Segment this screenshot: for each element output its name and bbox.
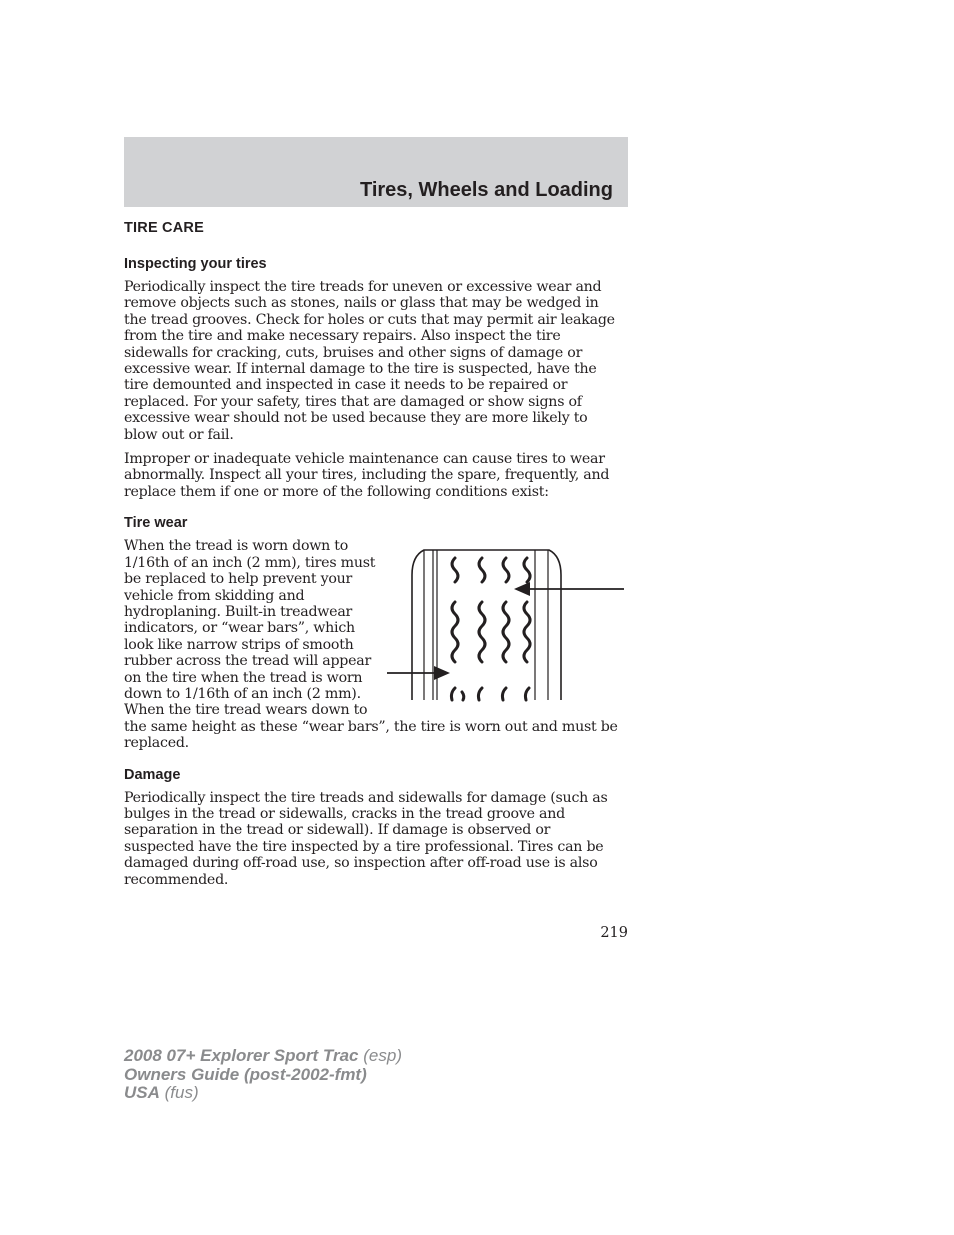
arrowhead [514,582,530,596]
page-number: 219 [600,925,628,941]
paragraph-tire-wear: When the tread is worn down to 1/16th of an inch (2 mm), tires must be replaced to help prevent your vehicle from skidding and hydroplaning. Built-in treadwear indicators, or “wear bars”, which look like narrow strips of smooth rubber across the tread will appear on the tire when the tread is worn down to 1/16th of an inch (2 mm). When the tire tread wears down to the same height as these “wear bars”, the tire is worn out and must be replaced. [124,538,618,752]
arrowhead [434,666,450,680]
page-content [124,219,624,888]
chapter-title: Tires, Wheels and Loading [359,179,613,201]
paragraph-inspecting-2: Improper or inadequate vehicle maintenance can cause tires to wear abnormally. Inspect all your tires, including the spare, frequently, and replace them if one or more of the following conditions exist: [124,451,610,500]
footer-line-2 [124,1066,402,1085]
footer-doc-id [124,1047,402,1103]
footer-market-code: (fus) [164,1083,199,1102]
tread-sipe [524,602,530,662]
footer-guide: Owners Guide (post-2002-fmt) [124,1064,367,1084]
tread-sipe [452,558,458,582]
heading-damage: Damage [124,766,181,783]
footer-model-code: (esp) [363,1046,402,1065]
tread-sipe [479,558,485,582]
paragraph-damage: Periodically inspect the tire treads and sidewalls for damage (such as bulges in the tread or sidewalls, cracks in the tread groove and separation in the tread or sidewall). If damage is observed or suspected have the tire inspected by a tire professional. Tires can be damaged during off-road use, so inspection after off-road use is also recommended. [124,789,608,888]
tread-sipe [451,688,455,700]
tread-sipe [503,558,509,582]
tread-sipe [479,602,485,662]
footer-market: USA [124,1083,160,1102]
tread-wear-indicator-illustration [384,540,636,718]
tread-sipe [524,558,530,582]
header-band [124,137,628,207]
heading-inspecting: Inspecting your tires [124,256,267,272]
footer-model: 2008 07+ Explorer Sport Trac [124,1046,359,1065]
tread-sipe [452,602,458,662]
tread-sipe [502,688,506,700]
tread-sipe [525,688,529,700]
footer-line-1 [124,1047,402,1066]
tread-sipe [478,688,482,700]
tread-sipe [503,602,509,662]
tread-sipes [451,558,530,700]
section-title: TIRE CARE [124,220,204,236]
paragraph-inspecting-1: Periodically inspect the tire treads for uneven or excessive wear and remove objects such as stones, nails or glass that may be wedged in the tread grooves. Check for holes or cuts that may permit air leakage from the tire and make necessary repairs. Also inspect the tire sidewalls for cracking, cuts, bruises and other signs of damage or excessive wear. If internal damage to the tire is suspected, have the tire demounted and inspected in case it needs to be repaired or replaced. For your safety, tires that are damaged or show signs of excessive wear should not be used because they are more likely to blow out or fail. [124,279,615,443]
tread-sipe [462,692,464,700]
footer-line-3 [124,1084,402,1103]
heading-tire-wear: Tire wear [124,515,188,532]
